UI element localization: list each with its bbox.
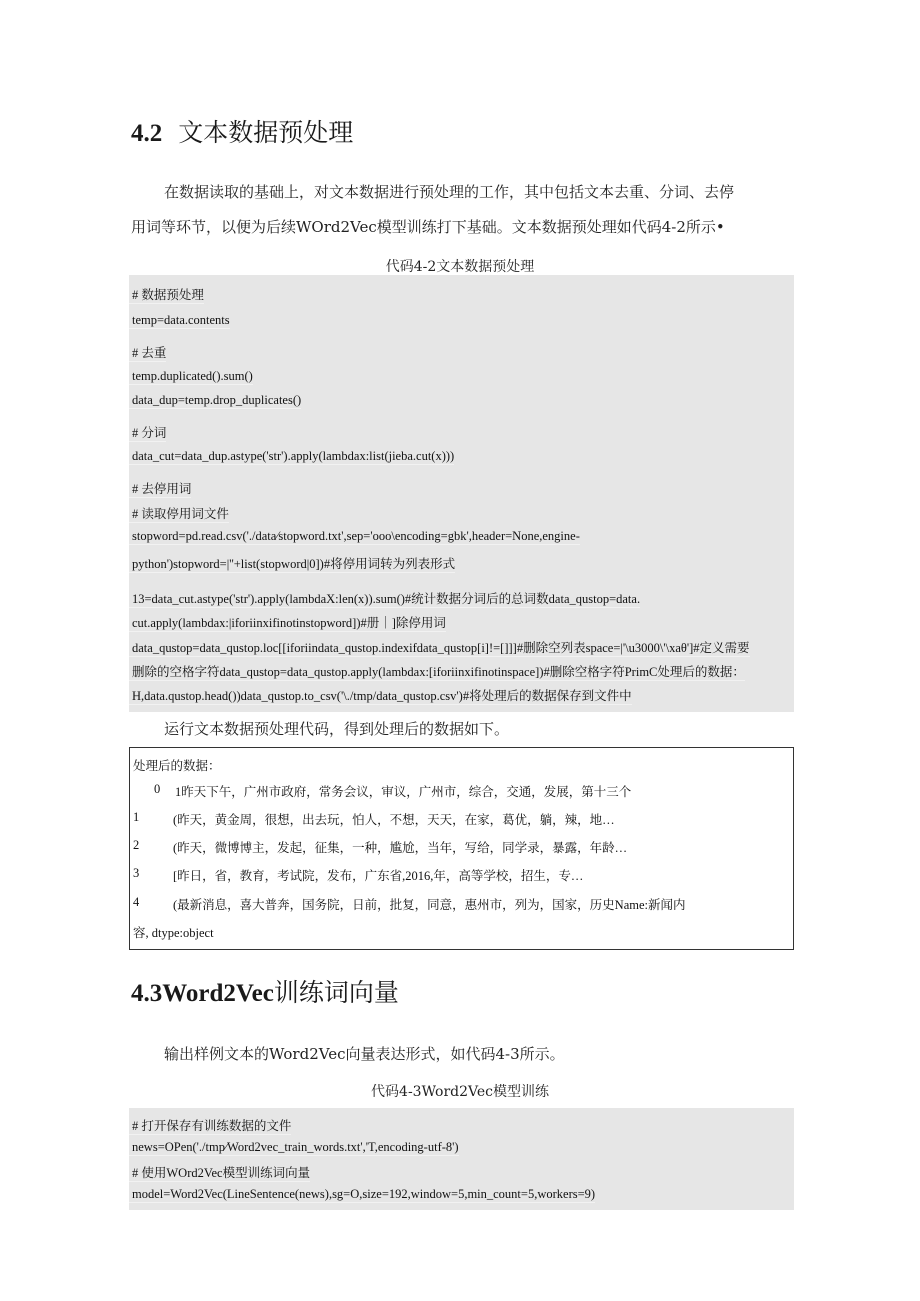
code-caption-4-2: 代码4-2文本数据预处理 [385, 259, 535, 275]
run-result-text: 运行文本数据预处理代码，得到处理后的数据如下。 [164, 720, 510, 738]
output-row-index: 2 [133, 838, 140, 852]
output-tail: 容, dtype:object [133, 926, 214, 940]
output-row-index: 0 [154, 782, 161, 796]
code-line: # 数据预处理 [129, 285, 204, 304]
output-row-text: (昨天，黄金周，很想，出去玩，怕人，不想，天天，在家，葛优，躺，辣，地… [173, 813, 615, 827]
output-row-text: (昨天，微博博主，发起，征集，一种，尴尬，当年，写给，同学录，暴露，年龄… [173, 841, 628, 855]
code-line: temp.duplicated().sum() [129, 369, 253, 385]
code-line: news=OPen('./tmp⁄Word2vec_train_words.txt','T,encoding-utf-8') [129, 1140, 459, 1156]
intro-paragraph-line-2: 用词等环节，以便为后续WOrd2Vec模型训练打下基础。文本数据预处理如代码4-2所示• [131, 218, 725, 236]
code-caption-4-3: 代码4-3Word2Vec模型训练 [371, 1084, 549, 1100]
code-line: data_cut=data_dup.astype('str').apply(lambdax:list(jieba.cut(x))) [129, 449, 454, 465]
output-box [129, 747, 794, 950]
code-line: data_dup=temp.drop_duplicates() [129, 393, 301, 409]
code-line: H,data.qustop.head())data_qustop.to_csv('\./tmp/data_qustop.csv')#将处理后的数据保存到文件中 [129, 686, 632, 705]
intro-paragraph-line-1: 在数据读取的基础上，对文本数据进行预处理的工作，其中包括文本去重、分词、去停 [164, 183, 735, 201]
output-row-text: [昨日，省，教育，考试院，发布，广东省,2016,年，高等学校，招生，专… [173, 869, 584, 883]
output-row-text: (最新消息，喜大普奔，国务院，日前，批复，同意，惠州市，列为，国家，历史Name:新闻内 [173, 898, 686, 912]
code-line: # 使用WOrd2Vec模型训练词向量 [129, 1163, 310, 1182]
output-row-index: 1 [133, 810, 140, 824]
code-line: # 去停用词 [129, 479, 191, 498]
code-line: # 读取停用词文件 [129, 504, 229, 523]
code-line: # 分词 [129, 423, 166, 442]
section-number: 4.3Word2Vec [131, 980, 274, 1007]
section-heading-4-2 [131, 113, 353, 149]
section-heading-4-3 [131, 973, 399, 1009]
code-line: 13=data_cut.astype('str').apply(lambdaX:len(x)).sum()#统计数据分词后的总词数data_qustop=data. [129, 589, 640, 608]
code-line: data_qustop=data_qustop.loc[[iforiindata_qustop.indexifdata_qustop[i]!=[]]]#删除空列表space=|'\u3000\'\xaθ']#定义需要 [129, 638, 750, 657]
output-row-text: 1昨天下午，广州市政府，常务会议，审议，广州市，综合，交通，发展，第十三个 [175, 785, 632, 799]
section-title: 文本数据预处理 [178, 118, 354, 147]
intro-paragraph-4-3: 输出样例文本的Word2Vec向量表达形式，如代码4-3所示。 [164, 1045, 565, 1063]
code-line: cut.apply(lambdax:|iforiinxifinotinstopword])#册｜]除停用词 [129, 613, 446, 632]
code-line: # 去重 [129, 343, 166, 362]
code-line: python')stopword=|''+list(stopword|0])#将停用词转为列表形式 [129, 554, 455, 573]
output-header: 处理后的数据： [133, 759, 221, 773]
code-line: stopword=pd.read.csv('./data⁄stopword.txt',sep='ooo\encoding=gbk',header=None,engine- [129, 529, 580, 545]
output-row-index: 4 [133, 895, 140, 909]
code-line: # 打开保存有训练数据的文件 [129, 1116, 291, 1135]
code-line: temp=data.contents [129, 313, 230, 329]
code-block-4-2 [129, 275, 794, 712]
code-block-4-3 [129, 1108, 794, 1210]
code-line: model=Word2Vec(LineSentence(news),sg=O,size=192,window=5,min_count=5,workers=9) [129, 1187, 595, 1203]
code-line: 删除的空格字符data_qustop=data_qustop.apply(lambdax:[iforiinxifinotinspace])#删除空格字符PrimC处理后的数据： [129, 662, 745, 681]
output-row-index: 3 [133, 866, 140, 880]
section-number: 4.2 [131, 120, 163, 147]
section-title: 训练词向量 [273, 978, 399, 1007]
